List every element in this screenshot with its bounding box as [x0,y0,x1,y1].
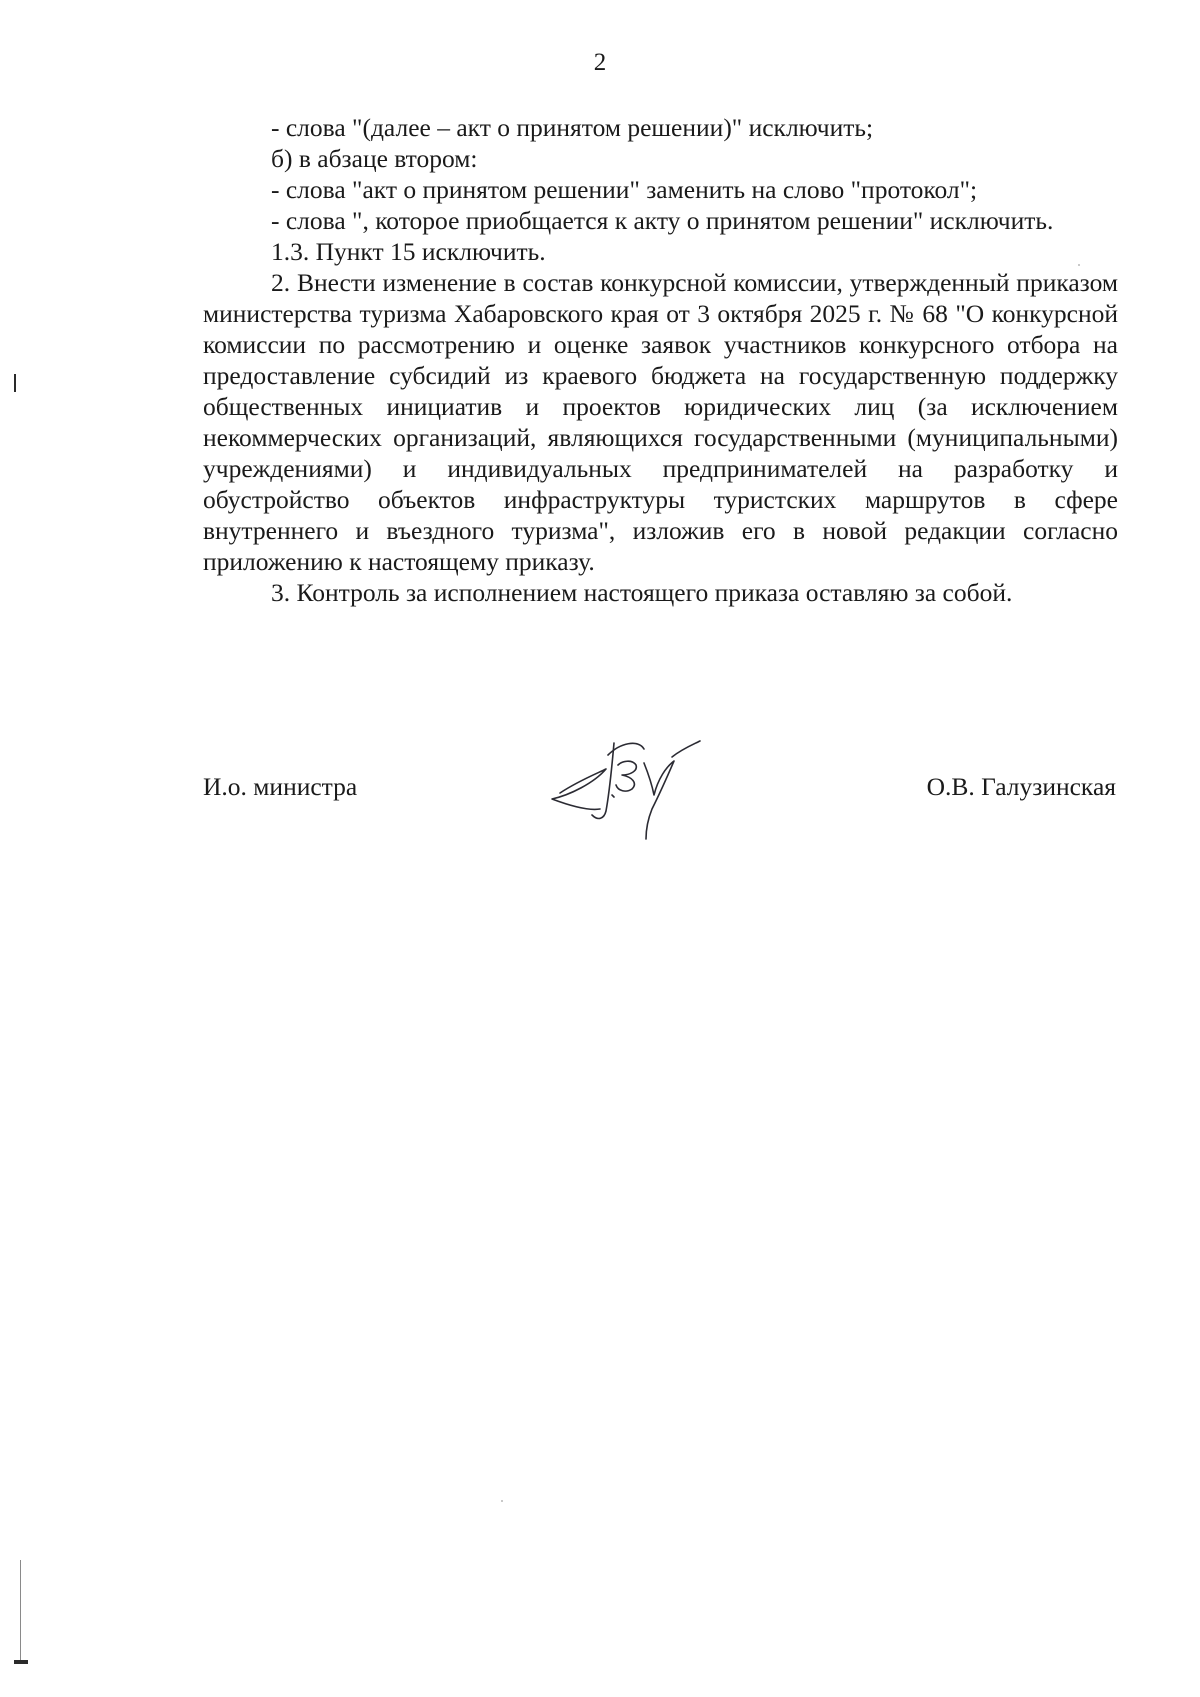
scan-speck [1078,264,1080,266]
signer-name: О.В. Галузинская [926,772,1116,801]
scan-edge-line-bottom [20,1560,21,1660]
paragraph-item-3: 3. Контроль за исполнением настоящего приказа оставляю за собой. [271,578,1013,607]
paragraph-exclude-words: - слова "(далее – акт о принятом решении)" исключить; [271,113,874,142]
document-body [203,112,1118,608]
position-title: И.о. министра [203,772,358,801]
handwritten-signature [548,735,728,840]
paragraph-item-2: 2. Внести изменение в состав конкурсной комиссии, утвержденный приказом министерства туризма Хабаровского края от 3 октября 2025 г. № 68 "О конкурсной комиссии по рассмотрению и оценке заявок участников конкурсного отбора на предоставление субсидий из краевого бюджета на государственную поддержку общественных инициатив и проектов юридических лиц (за исключением некоммерческих организаций, являющихся государственными (муниципальными) учреждениями) и индивидуальных предпринимателей на разработку и обустройство объектов инфраструктуры туристских маршрутов в сфере внутреннего и въездного туризма", изложив его в новой редакции согласно приложению к настоящему приказу. [203,268,1118,576]
scan-speck [501,1500,503,1502]
paragraph-replace-words: - слова "акт о принятом решении" заменить на слово "протокол"; [271,175,978,204]
paragraph-item-1-3: 1.3. Пункт 15 исключить. [271,237,546,266]
paragraph-subitem-b: б) в абзаце втором: [271,144,478,173]
page-number: 2 [593,49,607,76]
paragraph-exclude-attach-words: - слова ", которое приобщается к акту о принятом решении" исключить. [271,206,1054,235]
scan-edge-mark-top [14,374,16,392]
scan-edge-mark-bottom [14,1660,28,1664]
